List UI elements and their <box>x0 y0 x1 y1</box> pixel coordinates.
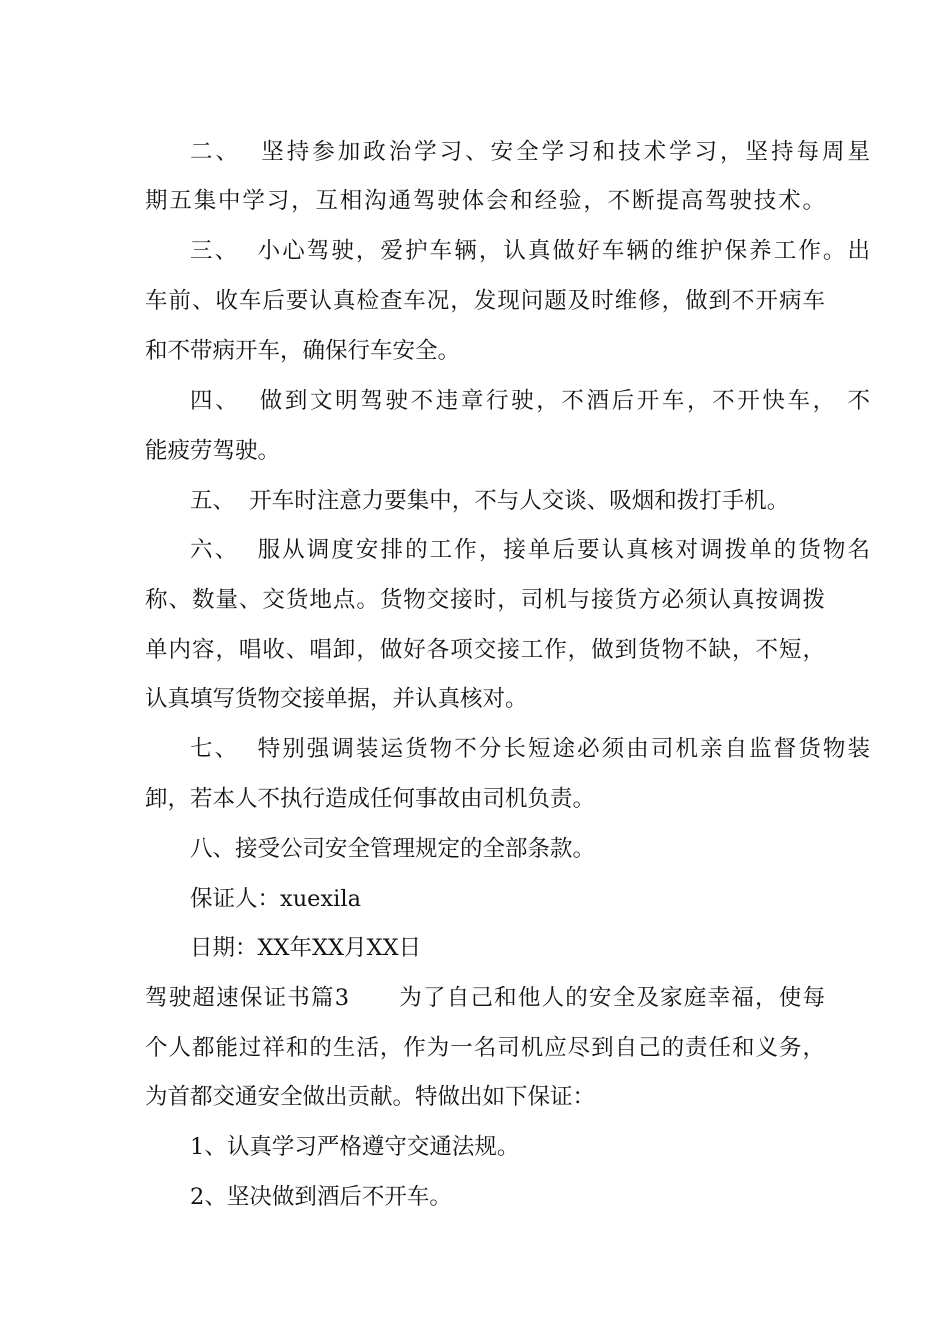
guarantee-item-2: 2、坚决做到酒后不开车。 <box>190 1184 452 1210</box>
section-3-title-line: 驾驶超速保证书篇3 为了自己和他人的安全及家庭幸福，使每 <box>145 985 825 1011</box>
guarantee-item-1: 1、认真学习严格遵守交通法规。 <box>190 1134 520 1160</box>
paragraph-3-line-3: 和不带病开车，确保行车安全。 <box>145 338 461 364</box>
paragraph-6-line-1: 六、 服从调度安排的工作，接单后要认真核对调拨单的货物名 <box>190 537 870 563</box>
paragraph-8-line-1: 八、接受公司安全管理规定的全部条款。 <box>190 836 596 862</box>
paragraph-7-line-2: 卸，若本人不执行造成任何事故由司机负责。 <box>145 786 596 812</box>
date-line: 日期：XX年XX月XX日 <box>190 935 422 961</box>
paragraph-6-line-4: 认真填写货物交接单据，并认真核对。 <box>145 686 528 712</box>
paragraph-6-line-2: 称、数量、交货地点。货物交接时，司机与接货方必须认真按调拨 <box>145 587 825 613</box>
paragraph-7-line-1: 七、 特别强调装运货物不分长短途必须由司机亲自监督货物装 <box>190 736 870 762</box>
section-3-line-2: 个人都能过祥和的生活，作为一名司机应尽到自己的责任和义务， <box>145 1035 825 1061</box>
paragraph-4-line-1: 四、 做到文明驾驶不违章行驶，不酒后开车，不开快车， 不 <box>190 388 870 414</box>
paragraph-4-line-2: 能疲劳驾驶。 <box>145 438 281 464</box>
section-3-line-3: 为首都交通安全做出贡献。特做出如下保证： <box>145 1084 596 1110</box>
paragraph-2-line-2: 期五集中学习，互相沟通驾驶体会和经验，不断提高驾驶技术。 <box>145 188 825 214</box>
guarantor-line: 保证人：xuexila <box>190 886 361 912</box>
paragraph-5-line-1: 五、 开车时注意力要集中，不与人交谈、吸烟和拨打手机。 <box>190 488 790 514</box>
paragraph-6-line-3: 单内容，唱收、唱卸，做好各项交接工作，做到货物不缺，不短， <box>145 637 825 663</box>
paragraph-3-line-2: 车前、收车后要认真检查车况，发现问题及时维修，做到不开病车 <box>145 288 825 314</box>
paragraph-3-line-1: 三、 小心驾驶，爱护车辆，认真做好车辆的维护保养工作。出 <box>190 238 870 264</box>
paragraph-2-line-1: 二、 坚持参加政治学习、安全学习和技术学习，坚持每周星 <box>190 139 870 165</box>
